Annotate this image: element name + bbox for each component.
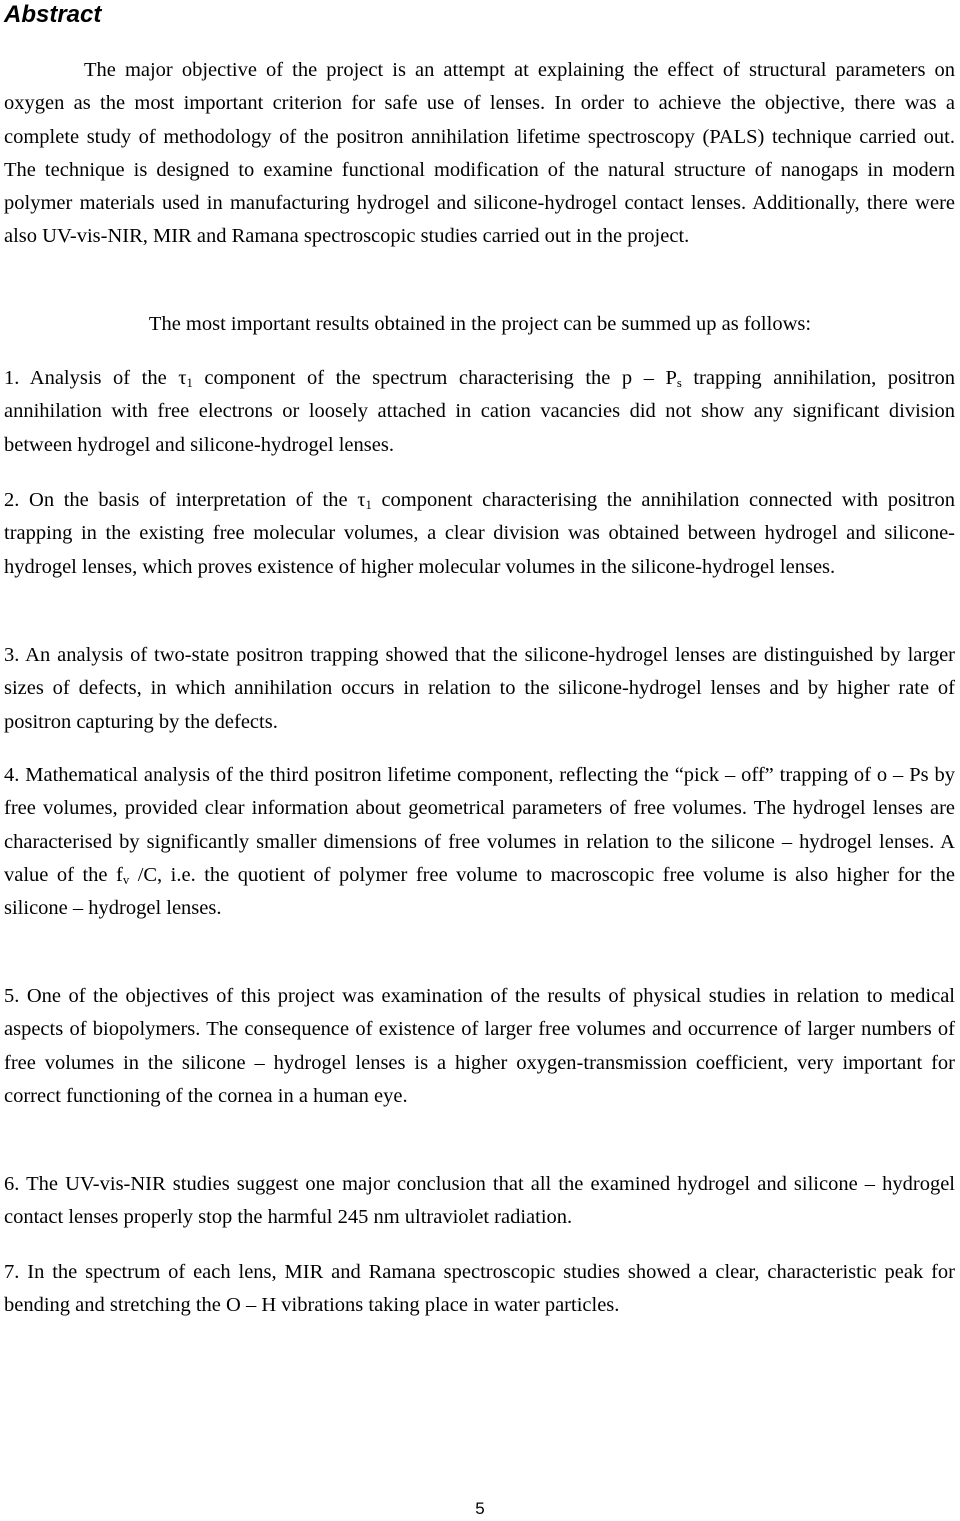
result-4-text-a: 4. Mathematical analysis of the third positron lifetime component, reflecting the “pick – off” trapping of o – Ps by free volumes, provided clear information about geometrical parameters of free volumes. The hydrogel lenses are characterised by significantly smaller dimensions of free volumes in relation to the silicone – hydrogel lenses. A value of the f (4, 764, 955, 886)
tau-symbol: τ (357, 489, 366, 511)
result-item-7: 7. In the spectrum of each lens, MIR and Ramana spectroscopic studies showed a clear, characteristic peak for bending and stretching the O – H vibrations taking place in water particles. (4, 1261, 955, 1317)
intro-paragraph: The major objective of the project is an attempt at explaining the effect of structural parameters on oxygen as the most important criterion for safe use of lenses. In order to achieve the objective, there was a complete study of methodology of the positron annihilation lifetime spectroscopy (PALS) technique carried out. The technique is designed to examine functional modification of the natural structure of nanogaps in modern polymer materials used in manufacturing hydrogel and silicone-hydrogel contact lenses. Additionally, there were also UV-vis-NIR, MIR and Ramana spectroscopic studies carried out in the project. (4, 59, 955, 248)
results-lead-in: The most important results obtained in the project can be summed up as follows: (148, 313, 812, 335)
result-item-5: 5. One of the objectives of this project was examination of the results of physical studies in relation to medical aspects of biopolymers. The consequence of existence of larger free volumes and occurrence of larger numbers of free volumes in the silicone – hydrogel lenses is a higher oxygen-transmission coefficient, very important for correct functioning of the cornea in a human eye. (4, 985, 955, 1107)
section-heading: Abstract (4, 1, 102, 28)
result-1-text-a: 1. Analysis of the (4, 367, 167, 389)
result-4-text-b: /C, i.e. the quotient of polymer free volume to macroscopic free volume is also higher for the silicone – hydrogel lenses. (4, 863, 955, 920)
tau-subscript: 1 (186, 376, 193, 391)
result-item-1 (4, 362, 955, 462)
result-item-2 (4, 484, 955, 584)
tau-subscript: 1 (365, 498, 372, 513)
result-2-text-b: component characterising the annihilation connected with positron trapping in the existing free molecular volumes, a clear division was obtained between hydrogel and silicone-hydrogel lenses, which proves existence of higher molecular volumes in the silicone-hydrogel lenses. (4, 489, 955, 578)
tau-symbol: τ (178, 367, 187, 389)
result-item-6: 6. The UV-vis-NIR studies suggest one major conclusion that all the examined hydrogel and silicone – hydrogel contact lenses properly stop the harmful 245 nm ultraviolet radiation. (4, 1173, 955, 1229)
ps-symbol: P (665, 367, 677, 389)
ps-subscript: s (676, 376, 682, 391)
fv-subscript: v (122, 873, 130, 888)
result-item-3: 3. An analysis of two-state positron trapping showed that the silicone-hydrogel lenses are distinguished by larger sizes of defects, in which annihilation occurs in relation to the silicone-hydrogel lenses and by higher rate of positron capturing by the defects. (4, 644, 955, 733)
result-2-text-a: 2. On the basis of interpretation of the (4, 489, 348, 511)
result-item-4 (4, 759, 955, 925)
result-1-text-b: component of the spectrum characterising the p (204, 367, 633, 389)
result-1-dash: – (643, 367, 654, 389)
result-1-text-c: trapping annihilation, positron annihilation with free electrons or loosely attached in cation vacancies did not show any significant division between hydrogel and silicone-hydrogel lenses. (4, 367, 955, 456)
page-number: 5 (475, 1499, 485, 1518)
